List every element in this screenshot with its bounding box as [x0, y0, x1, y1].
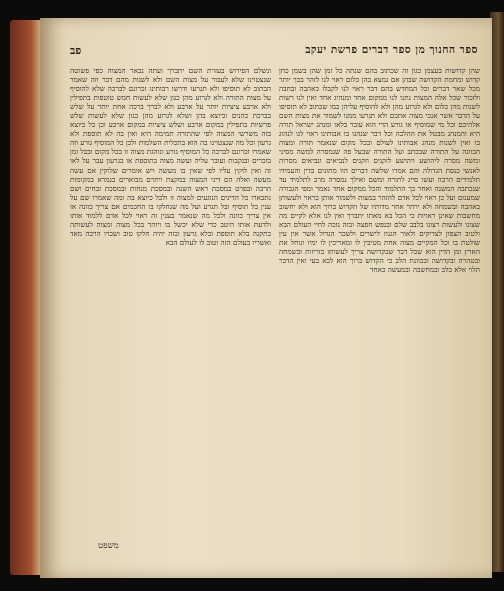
text-column-right: שהן קדושות בעצמן כגון זה שכתוב בהם שנתה כל זמן שהן בשמן כחן קדוש ומחמת הקדושה שבהן אם נמצא בהן כלום ראוי לנו לזהר בכך יותר מכל שאר דברים וכל המחדש בהם דבר ראוי לנו לקבלו באהבה ובחבה ולזכור שכל אלה המצות נתנו לנו ממקום אחד ומנהיג אחד ואין לנו רשות לשנות מהן כלום ולא לגרוע מהן ולא להוסיף עליהן כמו שכתוב לא תוסיפו על הדבר אשר אנכי מצוה אתכם ולא תגרעו ממנו לשמור את מצות השם אלהיכם וכל מי שמוסיף או גורע הרי הוא עובר בלאו ומנהג ישראל תורה היא והמנהג מבטל את ההלכה וכל דבר שנהגו בו אבותינו ראוי לנו לנהוג בו ואין לשנות מנהג אבותינו לעולם ובכל מקום שנאמר תורה ומצוה הכוונה על התורה שבכתב ועל התורה שבעל פה שנמסרה למשה מסיני ומשה מסרה ליהושע ויהושע לזקנים וזקנים לנביאים ונביאים מסרוה לאנשי כנסת הגדולה והם אמרו שלשה דברים הוו מתונים בדין והעמידו תלמידים הרבה ועשו סייג לתורה ומשם ואילך נמסרה מרב לתלמיד עד שנכתבה המשנה ואחר כך התלמוד והכל ממקום אחד נאמר ומפי הגבורה שמענום ועל כן ראוי לכל אדם להזהר במצות ולשמור אותן כראוי ולעשותן באהבה ובשמחה ולא ירהר אחר מדותיו של הקדוש ברוך הוא ולא יחשוב מחשבות שאינן ראויות כי הכל בא מאתו יתברך ואין לנו אלא לקיים מה שצונו ולעשות רצונו בלבב שלם ובנפש חפצה ובזה נזכה לחיי העולם הבא ולטוב הצפון לצדיקים ולאור הגנוז לישרים ולשכר הגדול אשר אין עין שולטת בו וכל המקיים מצוה אחת מטיבין לו ומאריכין לו ימיו ונוחל את הארץ ומן הדין הוא שכל דבר שבקדושה צריך לעשותו בזריזות ובשמחה ובטהרה ובקדושה ובכוונת הלב כי הקדוש ברוך הוא לבא בעי ואין הדבר תלוי אלא בלב ובמחשבה ובמעשה כאחד [279, 66, 480, 275]
book-edge [10, 20, 40, 575]
text-column-left: ונשלם הפירוש בעזרת השם יתברך ועתה נבאר המצוה כפי פשוטה שנצטוינו שלא לעבור על מצות השם ולא לשנות מהם דבר וזה שאמר הכתוב לא תוסיפו ולא תגרעו ודרשו רבותינו זכרונם לברכה שלא להוסיף על מצות התורה ולא לגרוע מהן כגון שלא לעשות חמש טוטפות בתפילין ולא ארבע ציציות יותר על ארבע ולא לברך ברכה אחת יותר על שלש בברכת כהנים וכיוצא בהן ושלא לגרוע מהן כגון שלא לעשות שלש פרשיות בתפילין במקום ארבע ושלש ציציות במקום ארבע וכן כל כיוצא בזה משרשי המצוה לפי שהתורה תמימה היא ואין בה לא תוספת ולא גרעון וכל מה שנצטוינו בה הוא בתכלית השלמות ולכן כל המוסיף גורע וזה שאמרו זכרונם לברכה כל המוסיף גורע ונוהגת מצוה זו בכל מקום ובכל זמן בזכרים ובנקבות ועובר עליה ועשה מצוה בתוספת או בגרעון עבר על לאו זה ואין לוקין עליו לפי שאין בו מעשה ויש אומרים שלוקין אם עשה מעשה ואלה הם דיני המצוה במקצת ויתרם מבוארים בגמרא במקומות הרבה ובפרט במסכת ראש השנה ובמסכת מנחות ובמסכת זבחים ושם נתבארו כל הדינים הנוגעים למצוה זו ולכל כיוצא בה ומה שאמרו שם על ענין בל תוסיף ובל תגרע ועל מה שנחלקו בו החכמים אם צריך כוונה או אין צריך כוונה ולכל מה שנאמר בענין זה ראוי לכל אדם ללמוד אותו ולדעת אותו היטב כדי שלא יכשל בו ויזהר בכל מצוה ומצוה לעשותה כתקנה בלא תוספת ובלא גרעון ובזה יהיה חלקו טוב ושכרו הרבה מאד ואשריו בעולם הזה וטוב לו לעולם הבא [70, 66, 271, 247]
page-header [70, 42, 478, 58]
facing-page-edge [490, 12, 504, 572]
text-columns [70, 66, 480, 532]
running-head: ספר החנוך מן ספר דברים פרשת יעקב [305, 44, 478, 56]
catchword: משפט [98, 541, 119, 551]
book-page [40, 18, 492, 578]
page-number: פב [70, 43, 82, 57]
